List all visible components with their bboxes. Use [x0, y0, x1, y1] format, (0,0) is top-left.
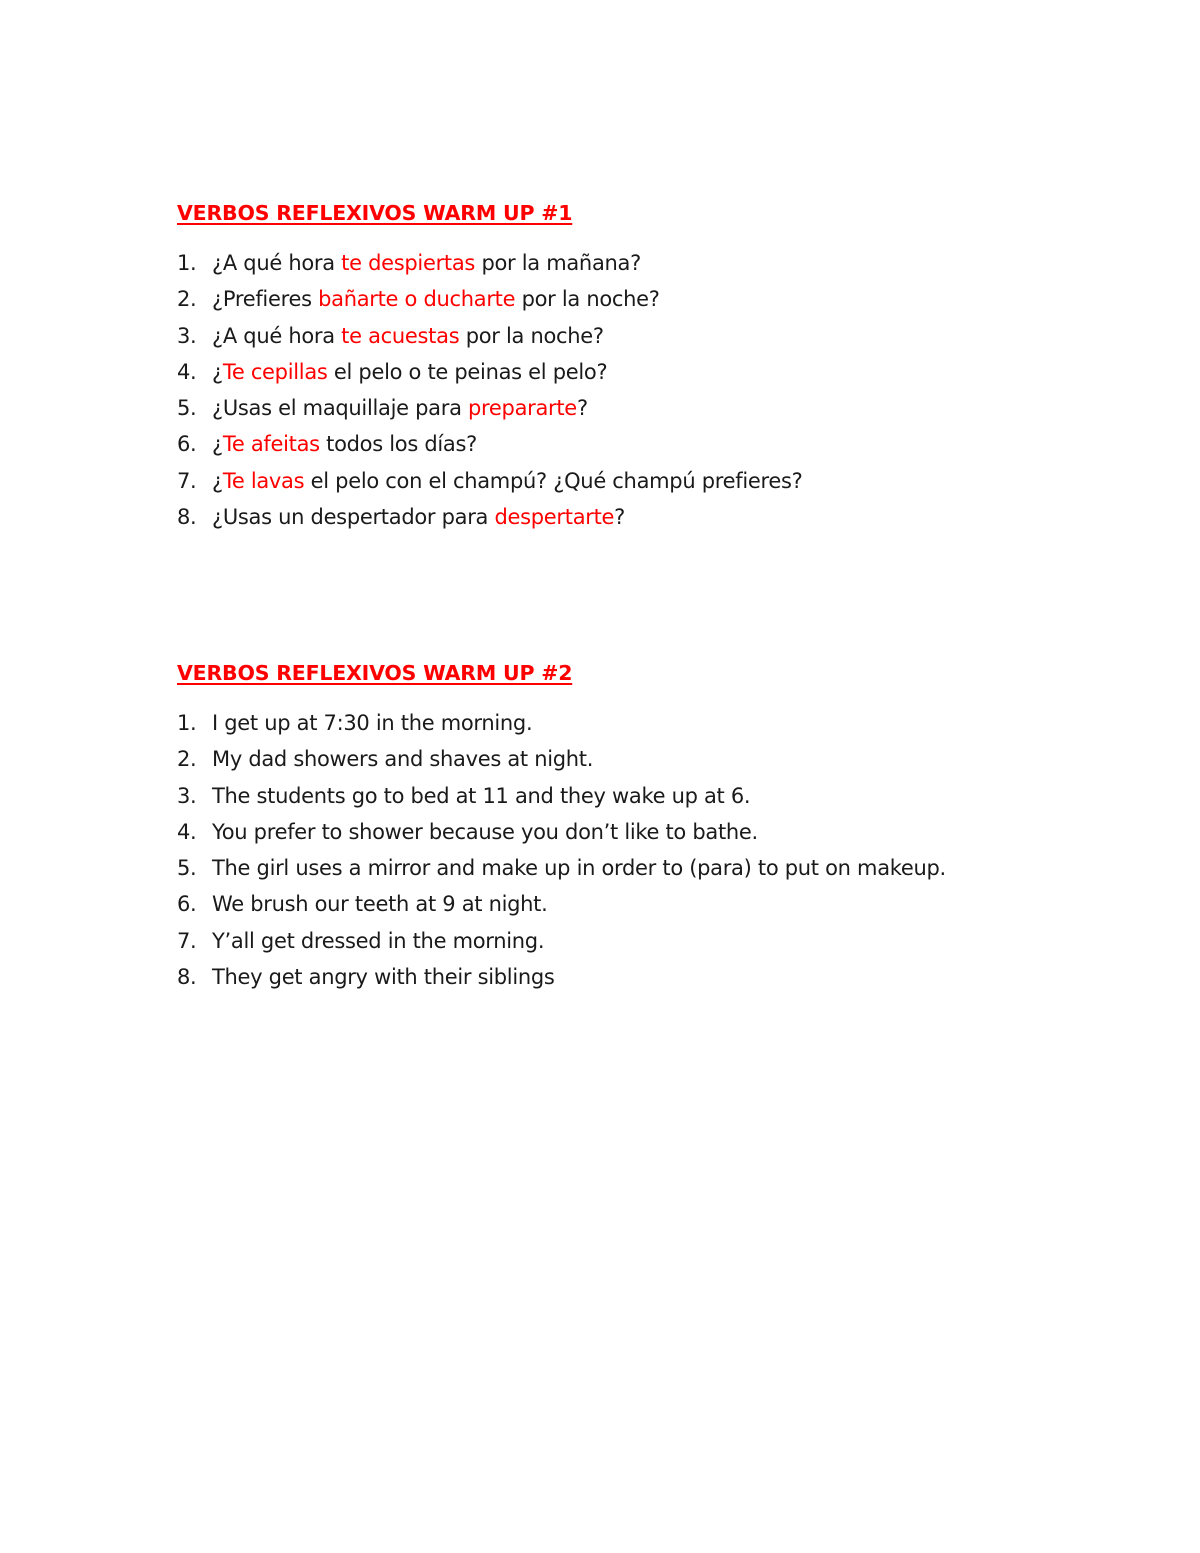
reflexive-verb-highlight: despertarte [494, 505, 615, 530]
item-number: 4. [177, 359, 197, 384]
item-text: ¿A qué hora te acuestas por la noche? [212, 323, 604, 348]
item-number: 2. [177, 287, 197, 312]
item-text: You prefer to shower because you don’t like to bathe. [212, 819, 758, 844]
warm-up-2-heading: VERBOS REFLEXIVOS WARM UP #2 [177, 661, 573, 685]
list-item [177, 394, 1077, 430]
list-item [177, 249, 1077, 285]
list-item [177, 963, 1077, 999]
item-text: My dad showers and shaves at night. [212, 747, 594, 772]
item-text: The students go to bed at 11 and they wake up at 6. [212, 783, 751, 808]
item-text: ¿Usas el maquillaje para prepararte? [212, 396, 588, 421]
item-text: Y’all get dressed in the morning. [212, 928, 545, 953]
list-item [177, 854, 1077, 890]
item-text: ¿Prefieres bañarte o ducharte por la noche? [212, 287, 660, 312]
item-number: 4. [177, 819, 197, 844]
item-text: ¿Te cepillas el pelo o te peinas el pelo? [212, 359, 608, 384]
list-item [177, 358, 1077, 394]
reflexive-verb-highlight: bañarte o ducharte [318, 287, 516, 312]
item-number: 1. [177, 711, 197, 735]
item-number: 2. [177, 747, 197, 772]
reflexive-verb-highlight: Te lavas [222, 468, 305, 493]
warm-up-2-list [177, 709, 1077, 999]
list-item [177, 745, 1077, 781]
reflexive-verb-highlight: Te cepillas [222, 359, 328, 384]
item-text: The girl uses a mirror and make up in order to (para) to put on makeup. [212, 856, 946, 881]
list-item [177, 430, 1077, 466]
reflexive-verb-highlight: te acuestas [341, 323, 460, 348]
list-item [177, 322, 1077, 358]
item-text: ¿Te afeitas todos los días? [212, 432, 477, 457]
item-text: I get up at 7:30 in the morning. [212, 711, 533, 735]
item-number: 7. [177, 468, 197, 493]
list-item [177, 467, 1077, 503]
item-number: 8. [177, 965, 197, 990]
item-number: 1. [177, 251, 197, 275]
list-item [177, 503, 1077, 539]
item-text: ¿A qué hora te despiertas por la mañana? [212, 251, 641, 275]
list-item [177, 927, 1077, 963]
list-item [177, 709, 1077, 745]
reflexive-verb-highlight: Te afeitas [222, 432, 320, 457]
item-number: 5. [177, 396, 197, 421]
item-number: 5. [177, 856, 197, 881]
reflexive-verb-highlight: te despiertas [341, 251, 476, 275]
item-number: 3. [177, 323, 197, 348]
item-text: ¿Usas un despertador para despertarte? [212, 505, 626, 530]
item-number: 6. [177, 892, 197, 917]
warm-up-1-list [177, 249, 1077, 539]
warm-up-2-section [177, 659, 1077, 999]
item-number: 6. [177, 432, 197, 457]
item-text: We brush our teeth at 9 at night. [212, 892, 548, 917]
item-number: 8. [177, 505, 197, 530]
item-text: They get angry with their siblings [212, 965, 555, 990]
reflexive-verb-highlight: prepararte [468, 396, 577, 421]
list-item [177, 782, 1077, 818]
list-item [177, 818, 1077, 854]
warm-up-1-heading: VERBOS REFLEXIVOS WARM UP #1 [177, 201, 573, 225]
list-item [177, 890, 1077, 926]
list-item [177, 285, 1077, 321]
item-text: ¿Te lavas el pelo con el champú? ¿Qué champú prefieres? [212, 468, 803, 493]
warm-up-1-section [177, 199, 1077, 539]
item-number: 3. [177, 783, 197, 808]
item-number: 7. [177, 928, 197, 953]
